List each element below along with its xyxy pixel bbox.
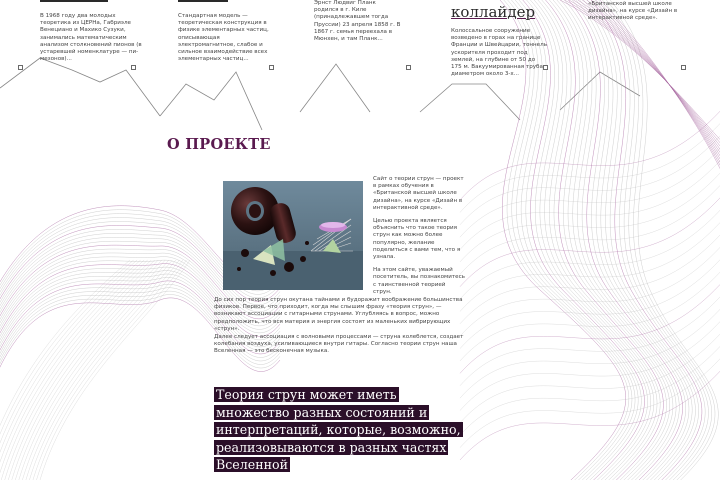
corner-square-icon[interactable] bbox=[131, 65, 136, 70]
col2-heading-bar bbox=[178, 0, 228, 2]
highlight-quote-text: Теория струн может иметь множество разных состояний и интерпретаций, которые, возможно, реализовываются в разных частях Вселенной bbox=[216, 387, 461, 472]
col1-heading-bar bbox=[40, 0, 108, 2]
corner-square-icon[interactable] bbox=[18, 65, 23, 70]
section-title: О ПРОЕКТЕ bbox=[167, 136, 271, 153]
project-illustration bbox=[223, 181, 363, 290]
col5-text: «Британской высшей школе дизайна», на курсе «Дизайн в интерактивной среде». bbox=[588, 1, 678, 22]
body-paragraph: Далее следует ассоциация с волновыми процессами — струна колеблется, создает колебания воздуха, усиливающиеся внутри гитары. Согласно теории струн наша Вселенная — это бесконечная музыка. bbox=[214, 334, 464, 355]
body-text bbox=[214, 297, 466, 362]
intro-text bbox=[373, 176, 465, 302]
intro-paragraph: Сайт о теории струн — проект в рамках обучения в «Британской высшей школе дизайна», на курсе «Дизайн в интерактивной среде». bbox=[373, 176, 464, 211]
col4-text: Колоссальное сооружение возведено в горах на границе Франции и Швейцарии, тоннель ускорителя проходит под землей, на глубине от 50 до 175 м. Вакуумированная труба диаметром около 3-х... bbox=[451, 28, 547, 78]
col2-text: Стандартная модель — теоретическая конструкция в физике элементарных частиц, описывающая электромагнитное, слабое и сильное взаимодействие всех элементарных частиц... bbox=[178, 13, 269, 63]
col4-heading[interactable]: коллайдер bbox=[451, 3, 536, 21]
highlight-quote bbox=[214, 386, 464, 474]
intro-paragraph: Целью проекта является объяснить что такое теория струн как можно более популярно, желание поделиться с вами тем, что я узнала. bbox=[373, 218, 461, 261]
corner-square-icon[interactable] bbox=[406, 65, 411, 70]
corner-square-icon[interactable] bbox=[681, 65, 686, 70]
col1-text: В 1968 году два молодых теоретика из ЦЕРНа, Габриэле Венециано и Махико Сузуки, занимались математическим анализом столкновений пионов (в устаревшей номенклатуре — пи-мезонов)... bbox=[40, 13, 142, 63]
corner-square-icon[interactable] bbox=[269, 65, 274, 70]
corner-square-icon[interactable] bbox=[543, 65, 548, 70]
intro-paragraph: На этом сайте, уважаемый посетитель, вы познакомитесь с таинственной теорией струн. bbox=[373, 267, 465, 295]
body-paragraph: До сих пор теория струн окутана тайнами и будоражит воображение большинства физиков. Первое, что приходит, когда мы слышим фразу «теория струн», — возникают ассоциации с гитарными струнами. Углубляясь в вопрос, можно предположить, что вся материя и энергия состоят из маленьких вибрирующих «струн». bbox=[214, 297, 463, 332]
col3-text: Эрнст Людвиг Планк родился в г. Киле (принадлежавшем тогда Пруссии) 23 апреля 1858 г. В 1867 г. семья переехала в Мюнхен, и там Планк... bbox=[314, 0, 401, 43]
